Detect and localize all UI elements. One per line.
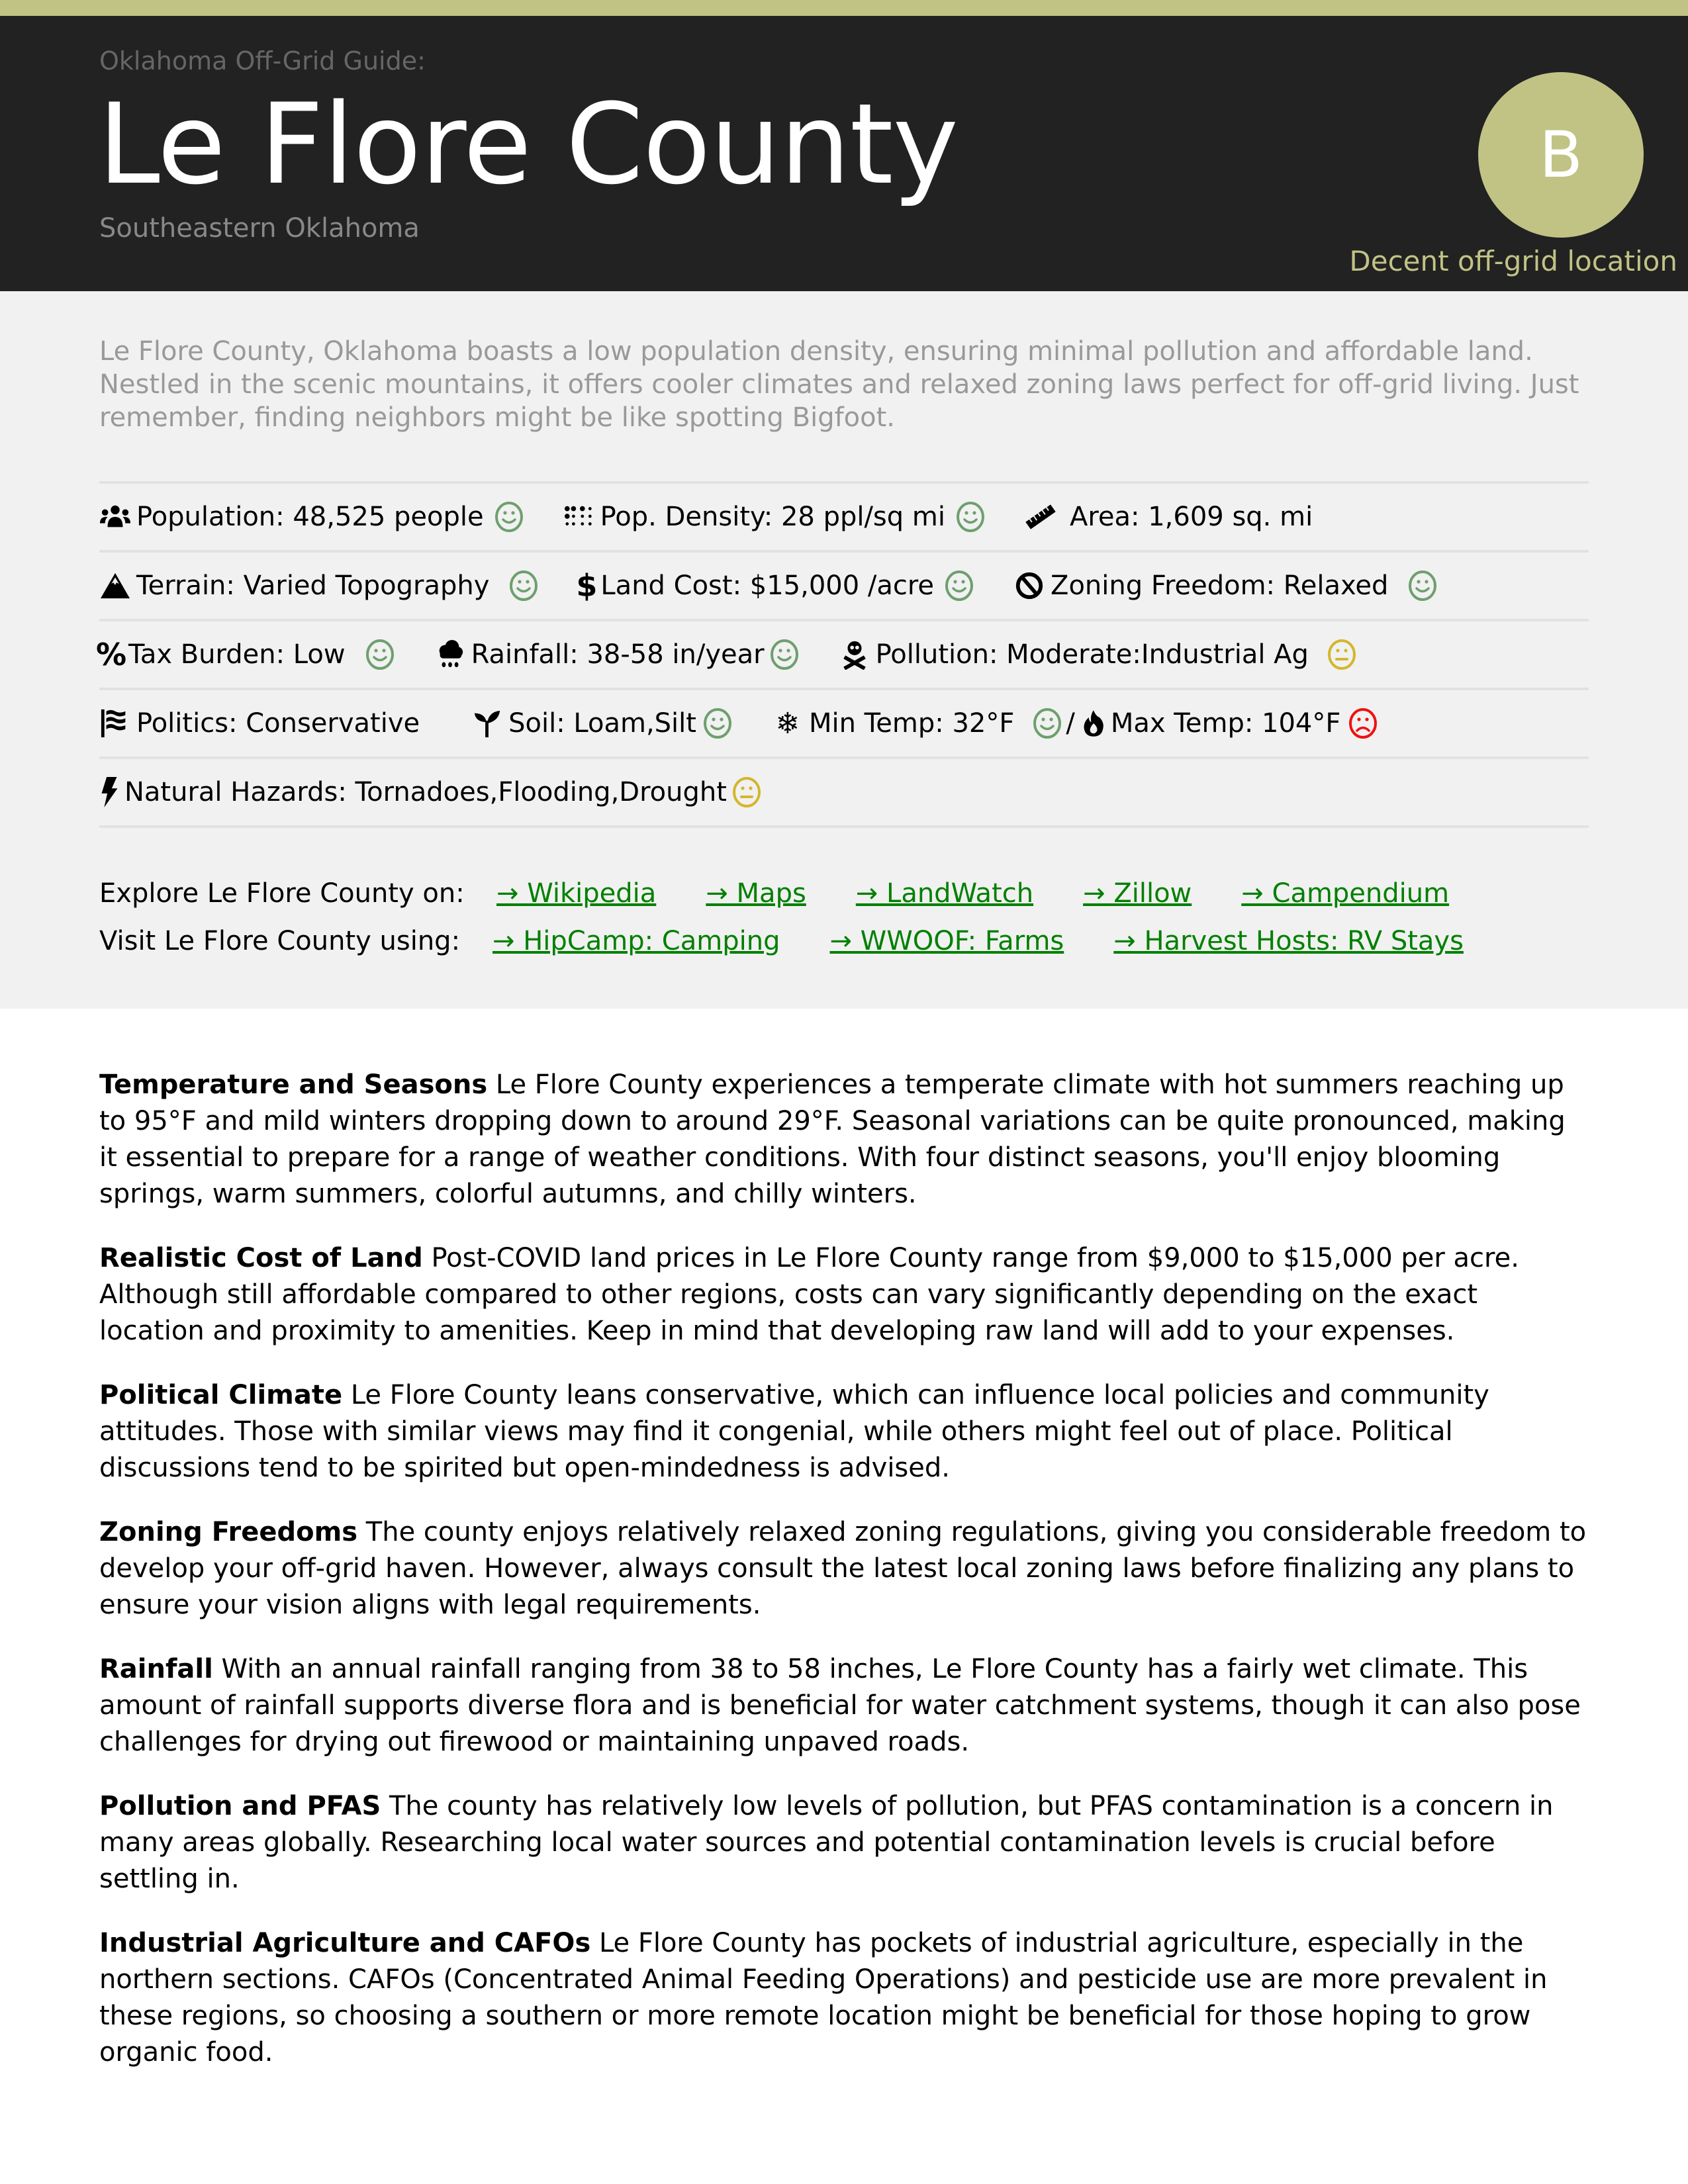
stats-row bbox=[99, 690, 1589, 759]
section-heading: Political Climate bbox=[99, 1380, 343, 1410]
temp-separator: / bbox=[1066, 708, 1075, 739]
frown-icon bbox=[1347, 707, 1379, 739]
grade-badge bbox=[1478, 72, 1644, 238]
dollar-icon: $ bbox=[576, 568, 598, 604]
stats-row bbox=[99, 759, 1589, 828]
neutral-face-icon bbox=[1326, 639, 1358, 670]
intro-text: Le Flore County, Oklahoma boasts a low population density, ensuring minimal pollution and affordable land. Nestled in the scenic mountains, it offers cooler climates and relaxed zoning laws perfect for off-grid living. Just remember, finding neighbors might be like spotting Bigfoot. bbox=[99, 336, 1579, 433]
section-paragraph bbox=[99, 1067, 1589, 1212]
summary-panel bbox=[0, 291, 1688, 1009]
link-zillow[interactable]: → Zillow bbox=[1083, 878, 1192, 909]
stat-population bbox=[99, 501, 525, 533]
section-text: With an annual rainfall ranging from 38 to 58 inches, Le Flore County has a fairly wet climate. This amount of rainfall supports diverse flora and is beneficial for water catchment systems, though it can also pose challenges for drying out firewood or maintaining unpaved roads. bbox=[99, 1654, 1581, 1757]
skull-crossbones-icon bbox=[839, 639, 870, 670]
stat-tax bbox=[95, 637, 396, 672]
ruler-icon bbox=[1025, 501, 1056, 533]
section-text: Le Flore County leans conservative, which can influence local policies and community attitudes. Those with similar views may find it congenial, while others might feel out of place. Political discussions tend to be spirited but open-mindedness is advised. bbox=[99, 1380, 1489, 1483]
stat-pollution-text: Pollution: Moderate:Industrial Ag bbox=[875, 639, 1309, 670]
percent-icon: % bbox=[95, 637, 127, 672]
resource-links bbox=[99, 870, 1513, 965]
stat-density bbox=[563, 501, 986, 533]
stat-max-temp-text: Max Temp: 104°F bbox=[1110, 708, 1341, 739]
people-group-icon bbox=[99, 501, 131, 533]
braille-dots-icon bbox=[563, 501, 595, 533]
accent-bar bbox=[0, 0, 1688, 16]
stat-zoning-text: Zoning Freedom: Relaxed bbox=[1051, 570, 1389, 601]
stat-temperature bbox=[772, 707, 1379, 739]
stat-hazards bbox=[99, 776, 763, 808]
grade-caption: Decent off-grid location bbox=[1349, 245, 1677, 277]
stat-land-cost bbox=[578, 570, 975, 602]
grade-letter: B bbox=[1539, 118, 1583, 192]
section-paragraph bbox=[99, 1651, 1589, 1760]
link-campendium[interactable]: → Campendium bbox=[1241, 878, 1450, 909]
stat-terrain-text: Terrain: Varied Topography bbox=[136, 570, 490, 601]
smile-icon bbox=[943, 570, 975, 602]
stat-density-text: Pop. Density: 28 ppl/sq mi bbox=[600, 502, 945, 532]
section-heading: Rainfall bbox=[99, 1654, 213, 1684]
ban-icon bbox=[1013, 570, 1045, 602]
smile-icon bbox=[955, 501, 986, 533]
section-text: Le Flore County has pockets of industrial agriculture, especially in the northern sections. CAFOs (Concentrated Animal Feeding Operations) and pesticide use are more prevalent in these regions, so choosing a southern or more remote location might be beneficial for those hoping to grow organic food. bbox=[99, 1928, 1548, 2068]
stat-zoning bbox=[1013, 570, 1438, 602]
section-text: The county has relatively low levels of pollution, but PFAS contamination is a concern in many areas globally. Researching local water sources and potential contamination levels is crucial before settling in. bbox=[99, 1791, 1554, 1894]
snowflake-icon: ❄ bbox=[775, 706, 800, 741]
page-header bbox=[0, 16, 1688, 291]
visit-links-row bbox=[99, 917, 1513, 965]
stat-terrain bbox=[99, 570, 539, 602]
flag-icon bbox=[99, 707, 131, 739]
link-maps[interactable]: → Maps bbox=[706, 878, 806, 909]
visit-label: Visit Le Flore County using: bbox=[99, 926, 461, 956]
section-text: The county enjoys relatively relaxed zoning regulations, giving you considerable freedom to develop your off-grid haven. However, always consult the latest local zoning laws before finalizing any plans to ensure your vision aligns with legal requirements. bbox=[99, 1517, 1587, 1620]
guide-kicker: Oklahoma Off-Grid Guide: bbox=[99, 46, 426, 75]
page-title: Le Flore County bbox=[98, 79, 958, 209]
article-body bbox=[99, 1067, 1589, 2099]
explore-label: Explore Le Flore County on: bbox=[99, 878, 465, 909]
cloud-rain-icon bbox=[434, 639, 466, 670]
stats-row bbox=[99, 484, 1589, 553]
link-hipcamp[interactable]: → HipCamp: Camping bbox=[492, 926, 780, 956]
section-text: Post-COVID land prices in Le Flore County range from $9,000 to $15,000 per acre. Although still affordable compared to other regions, costs can vary significantly depending on the exact location and proximity to amenities. Keep in mind that developing raw land will add to your expenses. bbox=[99, 1243, 1519, 1346]
neutral-face-icon bbox=[731, 776, 763, 808]
fire-icon bbox=[1082, 707, 1105, 739]
stat-min-temp-text: Min Temp: 32°F bbox=[808, 708, 1015, 739]
link-wwoof[interactable]: → WWOOF: Farms bbox=[829, 926, 1064, 956]
stat-hazards-text: Natural Hazards: Tornadoes,Flooding,Drought bbox=[124, 777, 727, 807]
smile-icon bbox=[1031, 707, 1063, 739]
stat-rainfall-text: Rainfall: 38-58 in/year bbox=[471, 639, 765, 670]
section-heading: Realistic Cost of Land bbox=[99, 1243, 423, 1273]
stats-row bbox=[95, 621, 1589, 690]
stats-table bbox=[95, 481, 1589, 828]
smile-icon bbox=[364, 639, 396, 670]
stat-pollution bbox=[839, 639, 1358, 670]
stats-row bbox=[99, 553, 1589, 621]
section-text: Le Flore County experiences a temperate climate with hot summers reaching up to 95°F and mild winters dropping down to around 29°F. Seasonal variations can be quite pronounced, making it essential to prepare for a range of weather conditions. With four distinct seasons, you'll enjoy blooming springs, warm summers, colorful autumns, and chilly winters. bbox=[99, 1069, 1566, 1209]
smile-icon bbox=[702, 707, 733, 739]
region-subtitle: Southeastern Oklahoma bbox=[99, 213, 420, 244]
stat-soil-text: Soil: Loam,Silt bbox=[508, 708, 696, 739]
section-paragraph bbox=[99, 1377, 1589, 1486]
mountain-icon bbox=[99, 570, 131, 602]
link-harvest-hosts[interactable]: → Harvest Hosts: RV Stays bbox=[1113, 926, 1464, 956]
section-heading: Zoning Freedoms bbox=[99, 1517, 358, 1547]
link-wikipedia[interactable]: → Wikipedia bbox=[496, 878, 657, 909]
smile-icon bbox=[769, 639, 800, 670]
section-heading: Industrial Agriculture and CAFOs bbox=[99, 1928, 591, 1958]
stat-rainfall bbox=[434, 639, 800, 670]
section-paragraph bbox=[99, 1240, 1589, 1349]
stat-politics bbox=[99, 707, 420, 739]
section-heading: Temperature and Seasons bbox=[99, 1069, 488, 1100]
seedling-icon bbox=[471, 707, 503, 739]
stat-area-text: Area: 1,609 sq. mi bbox=[1069, 502, 1313, 532]
stat-area bbox=[1025, 501, 1313, 533]
stat-politics-text: Politics: Conservative bbox=[136, 708, 420, 739]
stat-tax-text: Tax Burden: Low bbox=[128, 639, 346, 670]
explore-links-row bbox=[99, 870, 1513, 917]
stat-soil bbox=[471, 707, 733, 739]
stat-land-cost-text: Land Cost: $15,000 /acre bbox=[600, 570, 935, 601]
section-paragraph bbox=[99, 1788, 1589, 1897]
stat-population-text: Population: 48,525 people bbox=[136, 502, 484, 532]
smile-icon bbox=[1407, 570, 1438, 602]
section-paragraph bbox=[99, 1925, 1589, 2071]
section-paragraph bbox=[99, 1514, 1589, 1623]
link-landwatch[interactable]: → LandWatch bbox=[855, 878, 1034, 909]
section-heading: Pollution and PFAS bbox=[99, 1791, 381, 1821]
smile-icon bbox=[493, 501, 525, 533]
smile-icon bbox=[508, 570, 539, 602]
bolt-icon bbox=[99, 776, 119, 808]
